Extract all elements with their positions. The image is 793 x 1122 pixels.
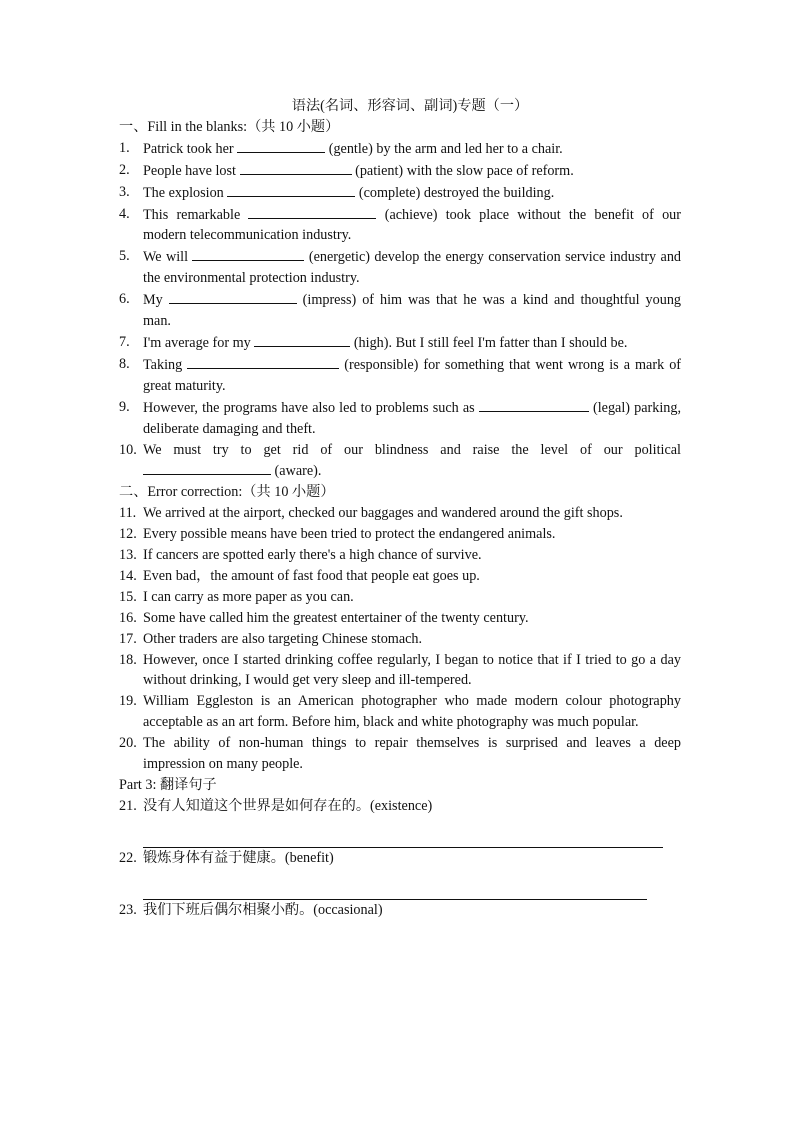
question-text-after: (high). But I still feel I'm fatter than I should be. xyxy=(353,334,628,351)
question-item xyxy=(119,629,681,650)
section-2-heading: 二、Error correction:（共 10 小题） xyxy=(119,484,335,501)
question-number: 12. xyxy=(119,526,137,543)
answer-blank[interactable] xyxy=(240,160,352,175)
question-number: 23. xyxy=(119,901,137,918)
question-item xyxy=(119,796,681,817)
question-number: 20. xyxy=(119,735,137,752)
question-item xyxy=(119,204,681,247)
question-text: However, once I started drinking coffee regularly, I began to notice that if I tried to go a day without drinking, I would get very sleep and ill-tempered. xyxy=(143,651,681,689)
question-text-before: Patrick took her xyxy=(143,140,234,157)
question-text: Other traders are also targeting Chinese stomach. xyxy=(143,630,423,647)
question-text-before: My xyxy=(143,292,163,309)
question-text-before: We must try to get rid of our blindness and raise the level of our political xyxy=(143,441,681,458)
answer-blank[interactable] xyxy=(479,397,589,412)
question-text-after: (achieve) took place without the benefit of our modern telecommunication industry. xyxy=(143,206,682,244)
question-number: 4. xyxy=(119,205,130,222)
question-item xyxy=(119,900,681,921)
question-text-after: (energetic) develop the energy conservation service industry and the environmental protection industry. xyxy=(143,249,682,287)
question-item xyxy=(119,545,681,566)
question-text-after: (aware). xyxy=(274,463,322,480)
question-number: 8. xyxy=(119,355,130,372)
question-item xyxy=(119,182,681,204)
question-number: 16. xyxy=(119,609,137,626)
question-item xyxy=(119,440,681,483)
question-number: 3. xyxy=(119,183,130,200)
answer-blank[interactable] xyxy=(187,354,339,369)
question-text-before: I'm average for my xyxy=(143,334,251,351)
question-number: 9. xyxy=(119,398,130,415)
question-item xyxy=(119,246,681,289)
answer-blank[interactable] xyxy=(237,138,325,153)
question-text: The ability of non-human things to repair themselves is surprised and leaves a deep impression on many people. xyxy=(143,735,681,773)
question-item xyxy=(119,138,681,160)
question-item xyxy=(119,397,681,440)
question-number: 11. xyxy=(119,505,137,522)
question-item xyxy=(119,733,681,775)
question-text: We arrived at the airport, checked our baggages and wandered around the gift shops. xyxy=(143,505,623,522)
question-text: Some have called him the greatest entertainer of the twenty century. xyxy=(143,609,529,626)
question-item xyxy=(119,332,681,354)
answer-blank[interactable] xyxy=(192,246,304,261)
section-3-heading: Part 3: 翻译句子 xyxy=(119,777,217,793)
answer-line[interactable] xyxy=(119,869,681,900)
question-text-before: We will xyxy=(143,249,189,266)
question-number: 13. xyxy=(119,547,137,564)
worksheet-title: 语法(名词、形容词、副词)专题（一） xyxy=(291,98,529,114)
question-number: 14. xyxy=(119,567,137,584)
question-item xyxy=(119,524,681,545)
answer-blank[interactable] xyxy=(254,332,350,347)
question-item xyxy=(119,566,681,587)
question-item xyxy=(119,608,681,629)
question-number: 1. xyxy=(119,139,130,156)
question-text-before: Taking xyxy=(143,356,183,373)
question-text-after: (gentle) by the arm and led her to a chair. xyxy=(328,140,563,157)
question-text: I can carry as more paper as you can. xyxy=(143,588,354,605)
question-text: 我们下班后偶尔相聚小酌。(occasional) xyxy=(143,901,383,918)
answer-line[interactable] xyxy=(119,817,681,848)
question-text-after: (responsible) for something that went wrong is a mark of great maturity. xyxy=(143,356,682,394)
question-text: If cancers are spotted early there's a high chance of survive. xyxy=(143,547,482,564)
question-number: 19. xyxy=(119,693,137,710)
question-number: 21. xyxy=(119,797,137,814)
question-text: 没有人知道这个世界是如何存在的。(existence) xyxy=(143,797,433,814)
question-text: William Eggleston is an American photographer who made modern colour photography acceptable as an art form. Before him, black and white photography was much popular. xyxy=(143,693,681,731)
question-number: 6. xyxy=(119,291,130,308)
question-text-after: (patient) with the slow pace of reform. xyxy=(355,162,574,179)
question-text: Even bad，the amount of fast food that people eat goes up. xyxy=(143,567,480,584)
question-text: 锻炼身体有益于健康。(benefit) xyxy=(143,849,334,866)
question-item xyxy=(119,289,681,332)
question-number: 2. xyxy=(119,161,130,178)
question-number: 5. xyxy=(119,248,130,265)
question-item xyxy=(119,354,681,397)
answer-blank[interactable] xyxy=(143,460,271,475)
question-item xyxy=(119,650,681,692)
question-text-before: The explosion xyxy=(143,184,224,201)
worksheet xyxy=(119,96,681,921)
question-text-after: (legal) parking, deliberate damaging and theft. xyxy=(143,399,682,437)
question-text-after: (complete) destroyed the building. xyxy=(358,184,555,201)
question-text-before: People have lost xyxy=(143,162,236,179)
question-text-before: This remarkable xyxy=(143,206,241,223)
question-number: 18. xyxy=(119,651,137,668)
question-item xyxy=(119,848,681,869)
question-item xyxy=(119,587,681,608)
answer-blank[interactable] xyxy=(227,182,355,197)
question-number: 15. xyxy=(119,588,137,605)
question-number: 10. xyxy=(119,441,137,458)
question-text-before: However, the programs have also led to problems such as xyxy=(143,399,475,416)
answer-blank[interactable] xyxy=(248,204,376,219)
section-1-heading: 一、Fill in the blanks:（共 10 小题） xyxy=(119,118,340,135)
question-number: 22. xyxy=(119,849,137,866)
question-text-after: (impress) of him was that he was a kind and thoughtful young man. xyxy=(143,292,682,330)
question-number: 17. xyxy=(119,630,137,647)
question-item xyxy=(119,503,681,524)
answer-blank[interactable] xyxy=(169,289,297,304)
question-text: Every possible means have been tried to protect the endangered animals. xyxy=(143,526,556,543)
question-item xyxy=(119,160,681,182)
question-number: 7. xyxy=(119,333,130,350)
question-item xyxy=(119,691,681,733)
